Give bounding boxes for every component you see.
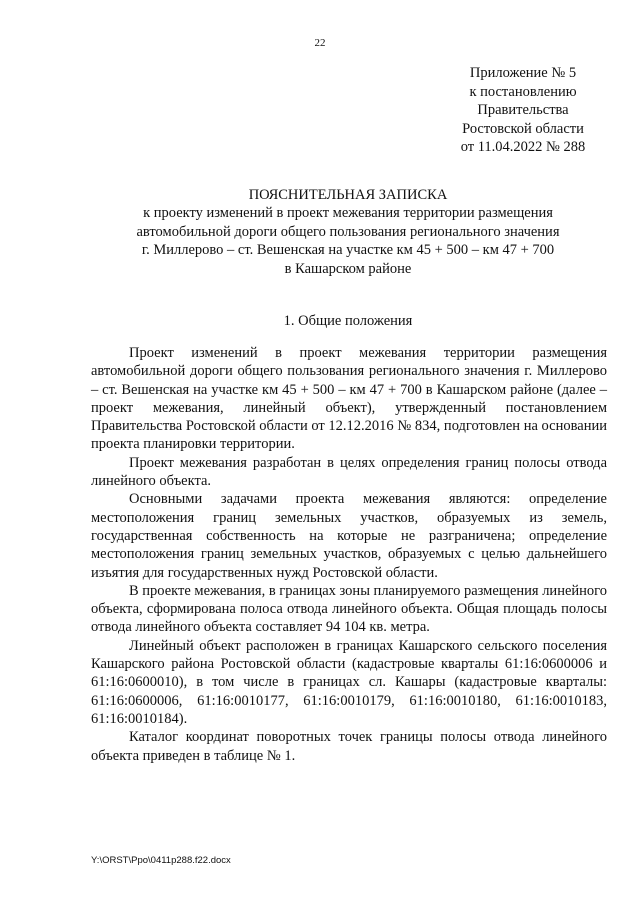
body-paragraph: В проекте межевания, в границах зоны планируемого размещения линейного объекта, сформирована полоса отвода линейного объекта. Общая площадь полосы отвода линейного объекта составляет 94 104 кв. метра.	[91, 582, 607, 636]
title-subtitle-line: автомобильной дороги общего пользования регионального значения	[136, 223, 560, 240]
appendix-line: Ростовской области	[462, 120, 584, 137]
title-heading: ПОЯСНИТЕЛЬНАЯ ЗАПИСКА	[248, 187, 448, 203]
footer-file-path: Y:\ORST\Ppo\0411p288.f22.docx	[91, 855, 231, 866]
body-paragraph: Линейный объект расположен в границах Кашарского сельского поселения Кашарского района Ростовской области (кадастровые кварталы 61:16:0600006 и 61:16:0600010), в том числе в границах сл. Кашары (кадастровые кварталы: 61:16:0600006, 61:16:0010177, 61:16:0010179, 61:16:0010180, 61:16:0010183, 61:16:0010184).	[91, 637, 607, 727]
appendix-reference	[440, 64, 606, 157]
section-heading: 1. Общие положения	[283, 313, 413, 329]
body-paragraph: Проект межевания разработан в целях определения границ полосы отвода линейного объекта.	[91, 454, 607, 490]
body-text	[91, 344, 607, 765]
title-subtitle-line: г. Миллерово – ст. Вешенская на участке км 45 + 500 – км 47 + 700	[141, 242, 555, 259]
appendix-line: к постановлению	[469, 83, 577, 100]
page-number: 22	[314, 37, 326, 49]
title-subtitle-line: к проекту изменений в проект межевания территории размещения	[143, 205, 553, 222]
appendix-line: от 11.04.2022 № 288	[460, 139, 586, 156]
body-paragraph: Основными задачами проекта межевания являются: определение местоположения границ земельных участков, образуемых из земель, государственная собственность на которые не разграничена; определение местоположения границ земельных участков, образуемых с целью дальнейшего изъятия для государственных нужд Ростовской области.	[91, 491, 607, 581]
title-subtitle-line: в Кашарском районе	[284, 260, 412, 277]
appendix-line: Приложение № 5	[469, 65, 577, 81]
body-paragraph: Проект изменений в проект межевания территории размещения автомобильной дороги общего пользования регионального значения г. Миллерово – ст. Вешенская на участке км 45 + 500 – км 47 + 700 в Кашарском районе (далее – проект межевания, линейный объект), утвержденный постановлением Правительства Ростовской области от 12.12.2016 № 834, подготовлен на основании проекта планировки территории.	[91, 345, 607, 453]
document-title	[118, 186, 578, 278]
body-paragraph: Каталог координат поворотных точек границы полосы отвода линейного объекта приведен в таблице № 1.	[91, 729, 607, 764]
appendix-line: Правительства	[477, 102, 569, 119]
